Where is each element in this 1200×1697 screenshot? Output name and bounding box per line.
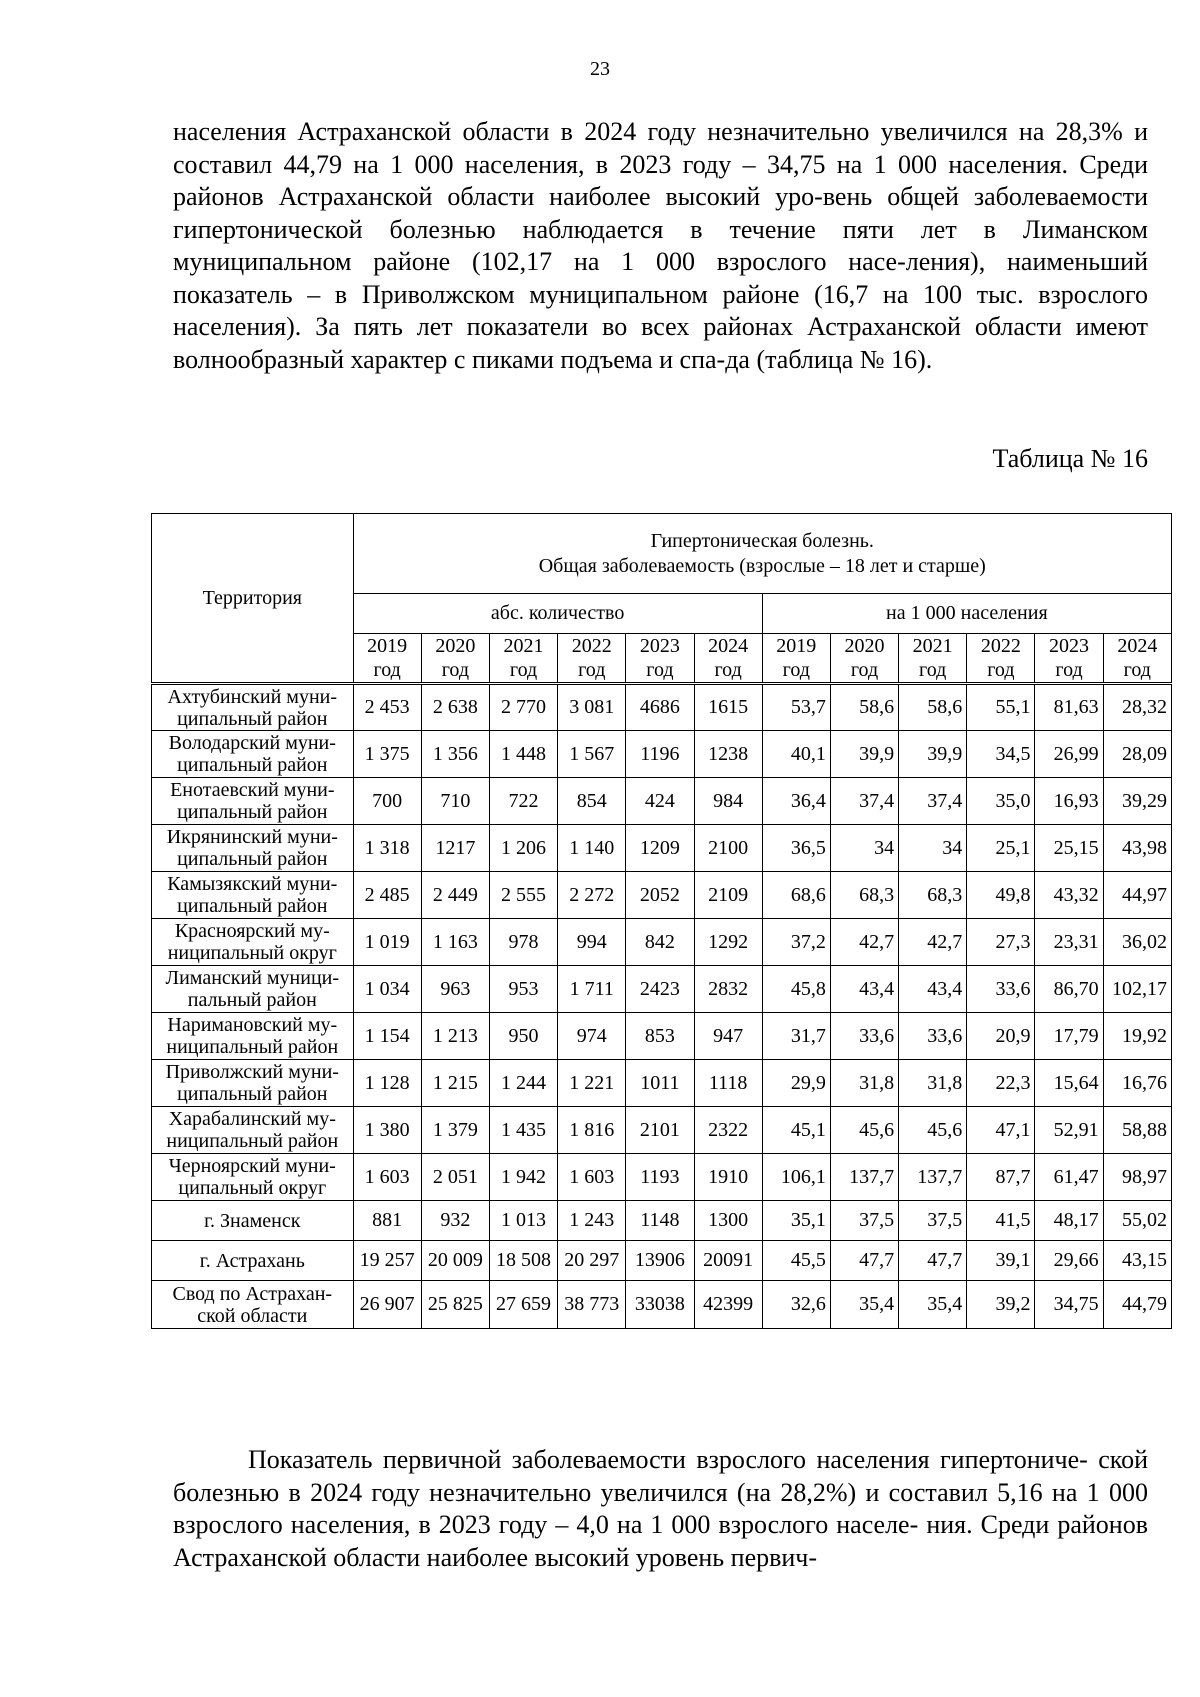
abs-value-cell: 2109 (694, 872, 762, 919)
year-suffix: год (782, 659, 810, 681)
abs-value-cell: 700 (353, 778, 421, 825)
abs-value-cell: 1 380 (353, 1107, 421, 1154)
territory-cell (152, 919, 354, 966)
rate-value-cell: 35,1 (762, 1201, 830, 1241)
rate-value-cell: 102,17 (1103, 966, 1171, 1013)
rate-value-cell: 28,09 (1103, 731, 1171, 778)
year-header-cell (489, 634, 557, 684)
abs-value-cell: 2 485 (353, 872, 421, 919)
rate-value-cell: 41,5 (967, 1201, 1035, 1241)
rate-value-cell: 20,9 (967, 1013, 1035, 1060)
rate-value-cell: 45,1 (762, 1107, 830, 1154)
rate-value-cell: 68,3 (830, 872, 898, 919)
rate-value-cell: 17,79 (1035, 1013, 1103, 1060)
abs-value-cell: 1193 (626, 1154, 694, 1201)
territory-cell (152, 1201, 354, 1241)
abs-value-cell: 974 (558, 1013, 626, 1060)
year-label: 2019 (776, 635, 817, 657)
rate-value-cell: 43,98 (1103, 825, 1171, 872)
abs-value-cell: 20 297 (558, 1241, 626, 1281)
rate-value-cell: 37,4 (830, 778, 898, 825)
year-header-cell (353, 634, 421, 684)
abs-value-cell: 950 (489, 1013, 557, 1060)
year-suffix: год (646, 659, 674, 681)
rate-value-cell: 39,29 (1103, 778, 1171, 825)
rate-value-cell: 86,70 (1035, 966, 1103, 1013)
abs-value-cell: 2 272 (558, 872, 626, 919)
group-header-rate: на 1 000 населения (762, 594, 1171, 634)
rate-value-cell: 31,8 (830, 1060, 898, 1107)
table-caption: Таблица № 16 (992, 444, 1148, 473)
territory-cell (152, 825, 354, 872)
paragraph-line: (16,7 на 100 тыс. взрослого населения). За пять лет показатели во всех районах (173, 279, 1148, 341)
rate-value-cell: 34,5 (967, 731, 1035, 778)
abs-value-cell: 1 567 (558, 731, 626, 778)
main-header-line: Общая заболеваемость (взрослые – 18 лет и старше) (538, 554, 986, 577)
year-suffix: год (373, 659, 401, 681)
rate-value-cell: 31,7 (762, 1013, 830, 1060)
year-label: 2021 (503, 635, 544, 657)
territory-label: Красноярский му- (174, 920, 330, 942)
territory-label: ниципальный район (166, 1036, 339, 1058)
territory-label: ской области (197, 1304, 308, 1327)
paragraph-line: вень общей заболеваемости гипертонической болезнью наблюдается в течение (173, 182, 1148, 244)
abs-value-cell: 3 081 (558, 684, 626, 731)
year-header-cell (1103, 634, 1171, 684)
abs-value-cell: 710 (421, 778, 489, 825)
rate-value-cell: 81,63 (1035, 684, 1103, 731)
table-row (152, 872, 1172, 919)
year-header-cell (558, 634, 626, 684)
abs-value-cell: 20091 (694, 1241, 762, 1281)
group-header-abs: абс. количество (353, 594, 762, 634)
abs-value-cell: 947 (694, 1013, 762, 1060)
paragraph-line: Показатель первичной заболеваемости взрослого населения гипертониче- (248, 1445, 1088, 1474)
year-label: 2022 (980, 635, 1021, 657)
territory-label: ципальный округ (178, 1177, 327, 1199)
abs-value-cell: 1196 (626, 731, 694, 778)
year-label: 2024 (1117, 635, 1158, 657)
territory-label: Володарский муни- (168, 732, 336, 754)
table-row (152, 1013, 1172, 1060)
table-row (152, 1107, 1172, 1154)
territory-header: Территория (152, 514, 354, 684)
abs-value-cell: 2322 (694, 1107, 762, 1154)
abs-value-cell: 2423 (626, 966, 694, 1013)
paragraph-line: ской болезнью в 2024 году незначительно увеличился (на 28,2%) и составил (173, 1445, 1148, 1507)
territory-label: Ахтубинский муни- (167, 685, 338, 708)
rate-value-cell: 37,5 (830, 1201, 898, 1241)
paragraph-bottom (173, 1444, 1148, 1574)
abs-value-cell: 2100 (694, 825, 762, 872)
rate-value-cell: 48,17 (1035, 1201, 1103, 1241)
abs-value-cell: 33038 (626, 1281, 694, 1329)
rate-value-cell: 26,99 (1035, 731, 1103, 778)
territory-cell (152, 731, 354, 778)
rate-value-cell: 42,7 (899, 919, 967, 966)
rate-value-cell: 137,7 (830, 1154, 898, 1201)
abs-value-cell: 1 318 (353, 825, 421, 872)
abs-value-cell: 1 019 (353, 919, 421, 966)
table-row (152, 1201, 1172, 1241)
territory-label: ципальный район (177, 848, 328, 870)
rate-value-cell: 36,5 (762, 825, 830, 872)
rate-value-cell: 45,6 (830, 1107, 898, 1154)
abs-value-cell: 1118 (694, 1060, 762, 1107)
territory-cell (152, 1281, 354, 1329)
morbidity-table (151, 513, 1172, 1329)
year-label: 2023 (639, 635, 680, 657)
rate-value-cell: 137,7 (899, 1154, 967, 1201)
rate-value-cell: 37,5 (899, 1201, 967, 1241)
territory-label: ципальный район (177, 754, 328, 776)
rate-value-cell: 43,32 (1035, 872, 1103, 919)
abs-value-cell: 853 (626, 1013, 694, 1060)
rate-value-cell: 58,88 (1103, 1107, 1171, 1154)
year-label: 2019 (367, 635, 408, 657)
territory-cell (152, 1241, 354, 1281)
table-row (152, 1154, 1172, 1201)
abs-value-cell: 2052 (626, 872, 694, 919)
rate-value-cell: 16,93 (1035, 778, 1103, 825)
territory-label: ципальный район (177, 895, 328, 917)
table-row (152, 1060, 1172, 1107)
table-row (152, 1241, 1172, 1281)
rate-value-cell: 37,2 (762, 919, 830, 966)
year-header-cell (762, 634, 830, 684)
abs-value-cell: 1 356 (421, 731, 489, 778)
territory-label: Черноярский муни- (168, 1155, 336, 1177)
abs-value-cell: 2 453 (353, 684, 421, 731)
abs-value-cell: 2101 (626, 1107, 694, 1154)
abs-value-cell: 842 (626, 919, 694, 966)
paragraph-line: населения Астраханской области в 2024 году незначительно увеличился на (173, 117, 1045, 146)
abs-value-cell: 27 659 (489, 1281, 557, 1329)
abs-value-cell: 1 221 (558, 1060, 626, 1107)
abs-value-cell: 1 603 (353, 1154, 421, 1201)
abs-value-cell: 2832 (694, 966, 762, 1013)
rate-value-cell: 31,8 (899, 1060, 967, 1107)
table-row (152, 966, 1172, 1013)
territory-cell (152, 778, 354, 825)
rate-value-cell: 37,4 (899, 778, 967, 825)
paragraph-line: пяти лет в Лиманском муниципальном районе (102,17 на 1 000 взрослого насе- (173, 214, 1148, 276)
abs-value-cell: 1 140 (558, 825, 626, 872)
territory-label: Свод по Астрахан- (172, 1282, 333, 1305)
rate-value-cell: 32,6 (762, 1281, 830, 1329)
rate-value-cell: 61,47 (1035, 1154, 1103, 1201)
rate-value-cell: 43,4 (899, 966, 967, 1013)
rate-value-cell: 52,91 (1035, 1107, 1103, 1154)
abs-value-cell: 26 907 (353, 1281, 421, 1329)
abs-value-cell: 2 449 (421, 872, 489, 919)
rate-value-cell: 25,15 (1035, 825, 1103, 872)
year-suffix: год (919, 659, 947, 681)
year-label: 2021 (912, 635, 953, 657)
territory-label: Камызякский муни- (167, 873, 338, 895)
page-number: 23 (590, 58, 610, 80)
abs-value-cell: 1 379 (421, 1107, 489, 1154)
territory-label: Лиманский муници- (165, 967, 340, 989)
rate-value-cell: 58,6 (830, 684, 898, 731)
rate-value-cell: 39,9 (830, 731, 898, 778)
rate-value-cell: 55,02 (1103, 1201, 1171, 1241)
abs-value-cell: 1 603 (558, 1154, 626, 1201)
year-suffix: год (1123, 659, 1151, 681)
year-label: 2020 (435, 635, 476, 657)
abs-value-cell: 1148 (626, 1201, 694, 1241)
abs-value-cell: 38 773 (558, 1281, 626, 1329)
year-label: 2024 (708, 635, 749, 657)
abs-value-cell: 1011 (626, 1060, 694, 1107)
territory-cell (152, 1013, 354, 1060)
year-header-cell (421, 634, 489, 684)
territory-label: ниципальный район (166, 1130, 339, 1152)
year-header-cell (830, 634, 898, 684)
rate-value-cell: 28,32 (1103, 684, 1171, 731)
rate-value-cell: 58,6 (899, 684, 967, 731)
abs-value-cell: 1 163 (421, 919, 489, 966)
year-header-cell (899, 634, 967, 684)
rate-value-cell: 35,4 (830, 1281, 898, 1329)
abs-value-cell: 1 034 (353, 966, 421, 1013)
year-header-cell (626, 634, 694, 684)
abs-value-cell: 1 244 (489, 1060, 557, 1107)
rate-value-cell: 44,79 (1103, 1281, 1171, 1329)
table-row (152, 684, 1172, 731)
abs-value-cell: 1 213 (421, 1013, 489, 1060)
abs-value-cell: 963 (421, 966, 489, 1013)
year-header-cell (967, 634, 1035, 684)
territory-cell (152, 684, 354, 731)
abs-value-cell: 1 243 (558, 1201, 626, 1241)
abs-value-cell: 994 (558, 919, 626, 966)
year-label: 2022 (571, 635, 612, 657)
year-suffix: год (1055, 659, 1083, 681)
abs-value-cell: 2 051 (421, 1154, 489, 1201)
abs-value-cell: 722 (489, 778, 557, 825)
territory-label: г. Знаменск (204, 1209, 301, 1232)
rate-value-cell: 35,0 (967, 778, 1035, 825)
year-suffix: год (578, 659, 606, 681)
year-suffix: год (509, 659, 538, 681)
table-row (152, 825, 1172, 872)
paragraph-line: 28,3% и составил 44,79 на 1 000 населения, в 2023 году – 34,75 на (173, 117, 1149, 179)
rate-value-cell: 29,66 (1035, 1241, 1103, 1281)
year-label: 2023 (1049, 635, 1090, 657)
rate-value-cell: 33,6 (967, 966, 1035, 1013)
year-header-cell (694, 634, 762, 684)
rate-value-cell: 87,7 (967, 1154, 1035, 1201)
abs-value-cell: 20 009 (421, 1241, 489, 1281)
paragraph-top (173, 116, 1148, 376)
paragraph-line: ния. Среди районов Астраханской области наиболее высокий уровень первич- (173, 1510, 1148, 1572)
year-label: 2020 (844, 635, 885, 657)
year-suffix: год (987, 659, 1015, 681)
abs-value-cell: 854 (558, 778, 626, 825)
main-header-line: Гипертоническая болезнь. (650, 529, 874, 552)
rate-value-cell: 36,4 (762, 778, 830, 825)
rate-value-cell: 39,9 (899, 731, 967, 778)
rate-value-cell: 39,1 (967, 1241, 1035, 1281)
rate-value-cell: 49,8 (967, 872, 1035, 919)
territory-label: ципальный район (177, 1083, 328, 1105)
abs-value-cell: 1 154 (353, 1013, 421, 1060)
territory-label: пальный район (187, 989, 317, 1011)
rate-value-cell: 15,64 (1035, 1060, 1103, 1107)
rate-value-cell: 40,1 (762, 731, 830, 778)
abs-value-cell: 1 435 (489, 1107, 557, 1154)
year-suffix: год (850, 659, 879, 681)
rate-value-cell: 33,6 (830, 1013, 898, 1060)
rate-value-cell: 34 (899, 825, 967, 872)
abs-value-cell: 4686 (626, 684, 694, 731)
abs-value-cell: 1292 (694, 919, 762, 966)
rate-value-cell: 47,1 (967, 1107, 1035, 1154)
abs-value-cell: 1238 (694, 731, 762, 778)
rate-value-cell: 98,97 (1103, 1154, 1171, 1201)
rate-value-cell: 34,75 (1035, 1281, 1103, 1329)
rate-value-cell: 19,92 (1103, 1013, 1171, 1060)
abs-value-cell: 1 128 (353, 1060, 421, 1107)
year-suffix: год (441, 659, 470, 681)
abs-value-cell: 424 (626, 778, 694, 825)
rate-value-cell: 23,31 (1035, 919, 1103, 966)
year-header-cell (1035, 634, 1103, 684)
rate-value-cell: 53,7 (762, 684, 830, 731)
rate-value-cell: 39,2 (967, 1281, 1035, 1329)
territory-cell (152, 966, 354, 1013)
territory-cell (152, 1154, 354, 1201)
territory-label: ниципальный округ (167, 942, 337, 964)
abs-value-cell: 18 508 (489, 1241, 557, 1281)
rate-value-cell: 22,3 (967, 1060, 1035, 1107)
abs-value-cell: 881 (353, 1201, 421, 1241)
rate-value-cell: 34 (830, 825, 898, 872)
rate-value-cell: 47,7 (830, 1241, 898, 1281)
abs-value-cell: 1 942 (489, 1154, 557, 1201)
abs-value-cell: 1 711 (558, 966, 626, 1013)
rate-value-cell: 42,7 (830, 919, 898, 966)
territory-label: ципальный район (177, 707, 328, 730)
abs-value-cell: 25 825 (421, 1281, 489, 1329)
abs-value-cell: 1615 (694, 684, 762, 731)
territory-label: ципальный район (177, 801, 328, 823)
abs-value-cell: 932 (421, 1201, 489, 1241)
rate-value-cell: 36,02 (1103, 919, 1171, 966)
rate-value-cell: 35,4 (899, 1281, 967, 1329)
rate-value-cell: 45,5 (762, 1241, 830, 1281)
rate-value-cell: 27,3 (967, 919, 1035, 966)
rate-value-cell: 45,6 (899, 1107, 967, 1154)
abs-value-cell: 1217 (421, 825, 489, 872)
paragraph-line: 1 000 населения. Среди районов Астраханской области наиболее высокий уро- (173, 149, 1149, 211)
abs-value-cell: 2 638 (421, 684, 489, 731)
abs-value-cell: 1910 (694, 1154, 762, 1201)
abs-value-cell: 2 555 (489, 872, 557, 919)
table-row (152, 919, 1172, 966)
rate-value-cell: 44,97 (1103, 872, 1171, 919)
abs-value-cell: 1 215 (421, 1060, 489, 1107)
rate-value-cell: 68,3 (899, 872, 967, 919)
abs-value-cell: 19 257 (353, 1241, 421, 1281)
abs-value-cell: 1 206 (489, 825, 557, 872)
abs-value-cell: 1300 (694, 1201, 762, 1241)
rate-value-cell: 47,7 (899, 1241, 967, 1281)
rate-value-cell: 29,9 (762, 1060, 830, 1107)
rate-value-cell: 45,8 (762, 966, 830, 1013)
rate-value-cell: 43,4 (830, 966, 898, 1013)
abs-value-cell: 1 448 (489, 731, 557, 778)
rate-value-cell: 25,1 (967, 825, 1035, 872)
rate-value-cell: 33,6 (899, 1013, 967, 1060)
paragraph-line: да (таблица № 16). (725, 344, 933, 374)
abs-value-cell: 1 816 (558, 1107, 626, 1154)
abs-value-cell: 1 013 (489, 1201, 557, 1241)
abs-value-cell: 1 375 (353, 731, 421, 778)
abs-value-cell: 42399 (694, 1281, 762, 1329)
table-row (152, 778, 1172, 825)
year-suffix: год (714, 659, 742, 681)
rate-value-cell: 16,76 (1103, 1060, 1171, 1107)
abs-value-cell: 1209 (626, 825, 694, 872)
territory-label: г. Астрахань (199, 1249, 305, 1272)
territory-cell (152, 1107, 354, 1154)
table-row (152, 731, 1172, 778)
abs-value-cell: 978 (489, 919, 557, 966)
paragraph-line: 5,16 на 1 000 взрослого населения, в 2023 году – 4,0 на 1 000 взрослого населе- (173, 1477, 1148, 1539)
territory-cell (152, 1060, 354, 1107)
rate-value-cell: 68,6 (762, 872, 830, 919)
territory-label: Наримановский му- (167, 1014, 338, 1036)
rate-value-cell: 55,1 (967, 684, 1035, 731)
paragraph-line: ления), наименьший показатель – в Приволжском муниципальном районе (173, 247, 1148, 309)
paragraph-line: Астраханской области имеют волнообразный характер с пиками подъема и спа- (173, 312, 1149, 374)
main-header (353, 514, 1171, 594)
territory-label: Приволжский муни- (165, 1061, 339, 1083)
rate-value-cell: 43,15 (1103, 1241, 1171, 1281)
territory-cell (152, 872, 354, 919)
rate-value-cell: 106,1 (762, 1154, 830, 1201)
table-row (152, 1281, 1172, 1329)
territory-label: Енотаевский муни- (170, 779, 335, 801)
abs-value-cell: 953 (489, 966, 557, 1013)
territory-label: Харабалинский му- (168, 1108, 336, 1130)
abs-value-cell: 13906 (626, 1241, 694, 1281)
abs-value-cell: 984 (694, 778, 762, 825)
abs-value-cell: 2 770 (489, 684, 557, 731)
territory-label: Икрянинский муни- (166, 826, 338, 848)
